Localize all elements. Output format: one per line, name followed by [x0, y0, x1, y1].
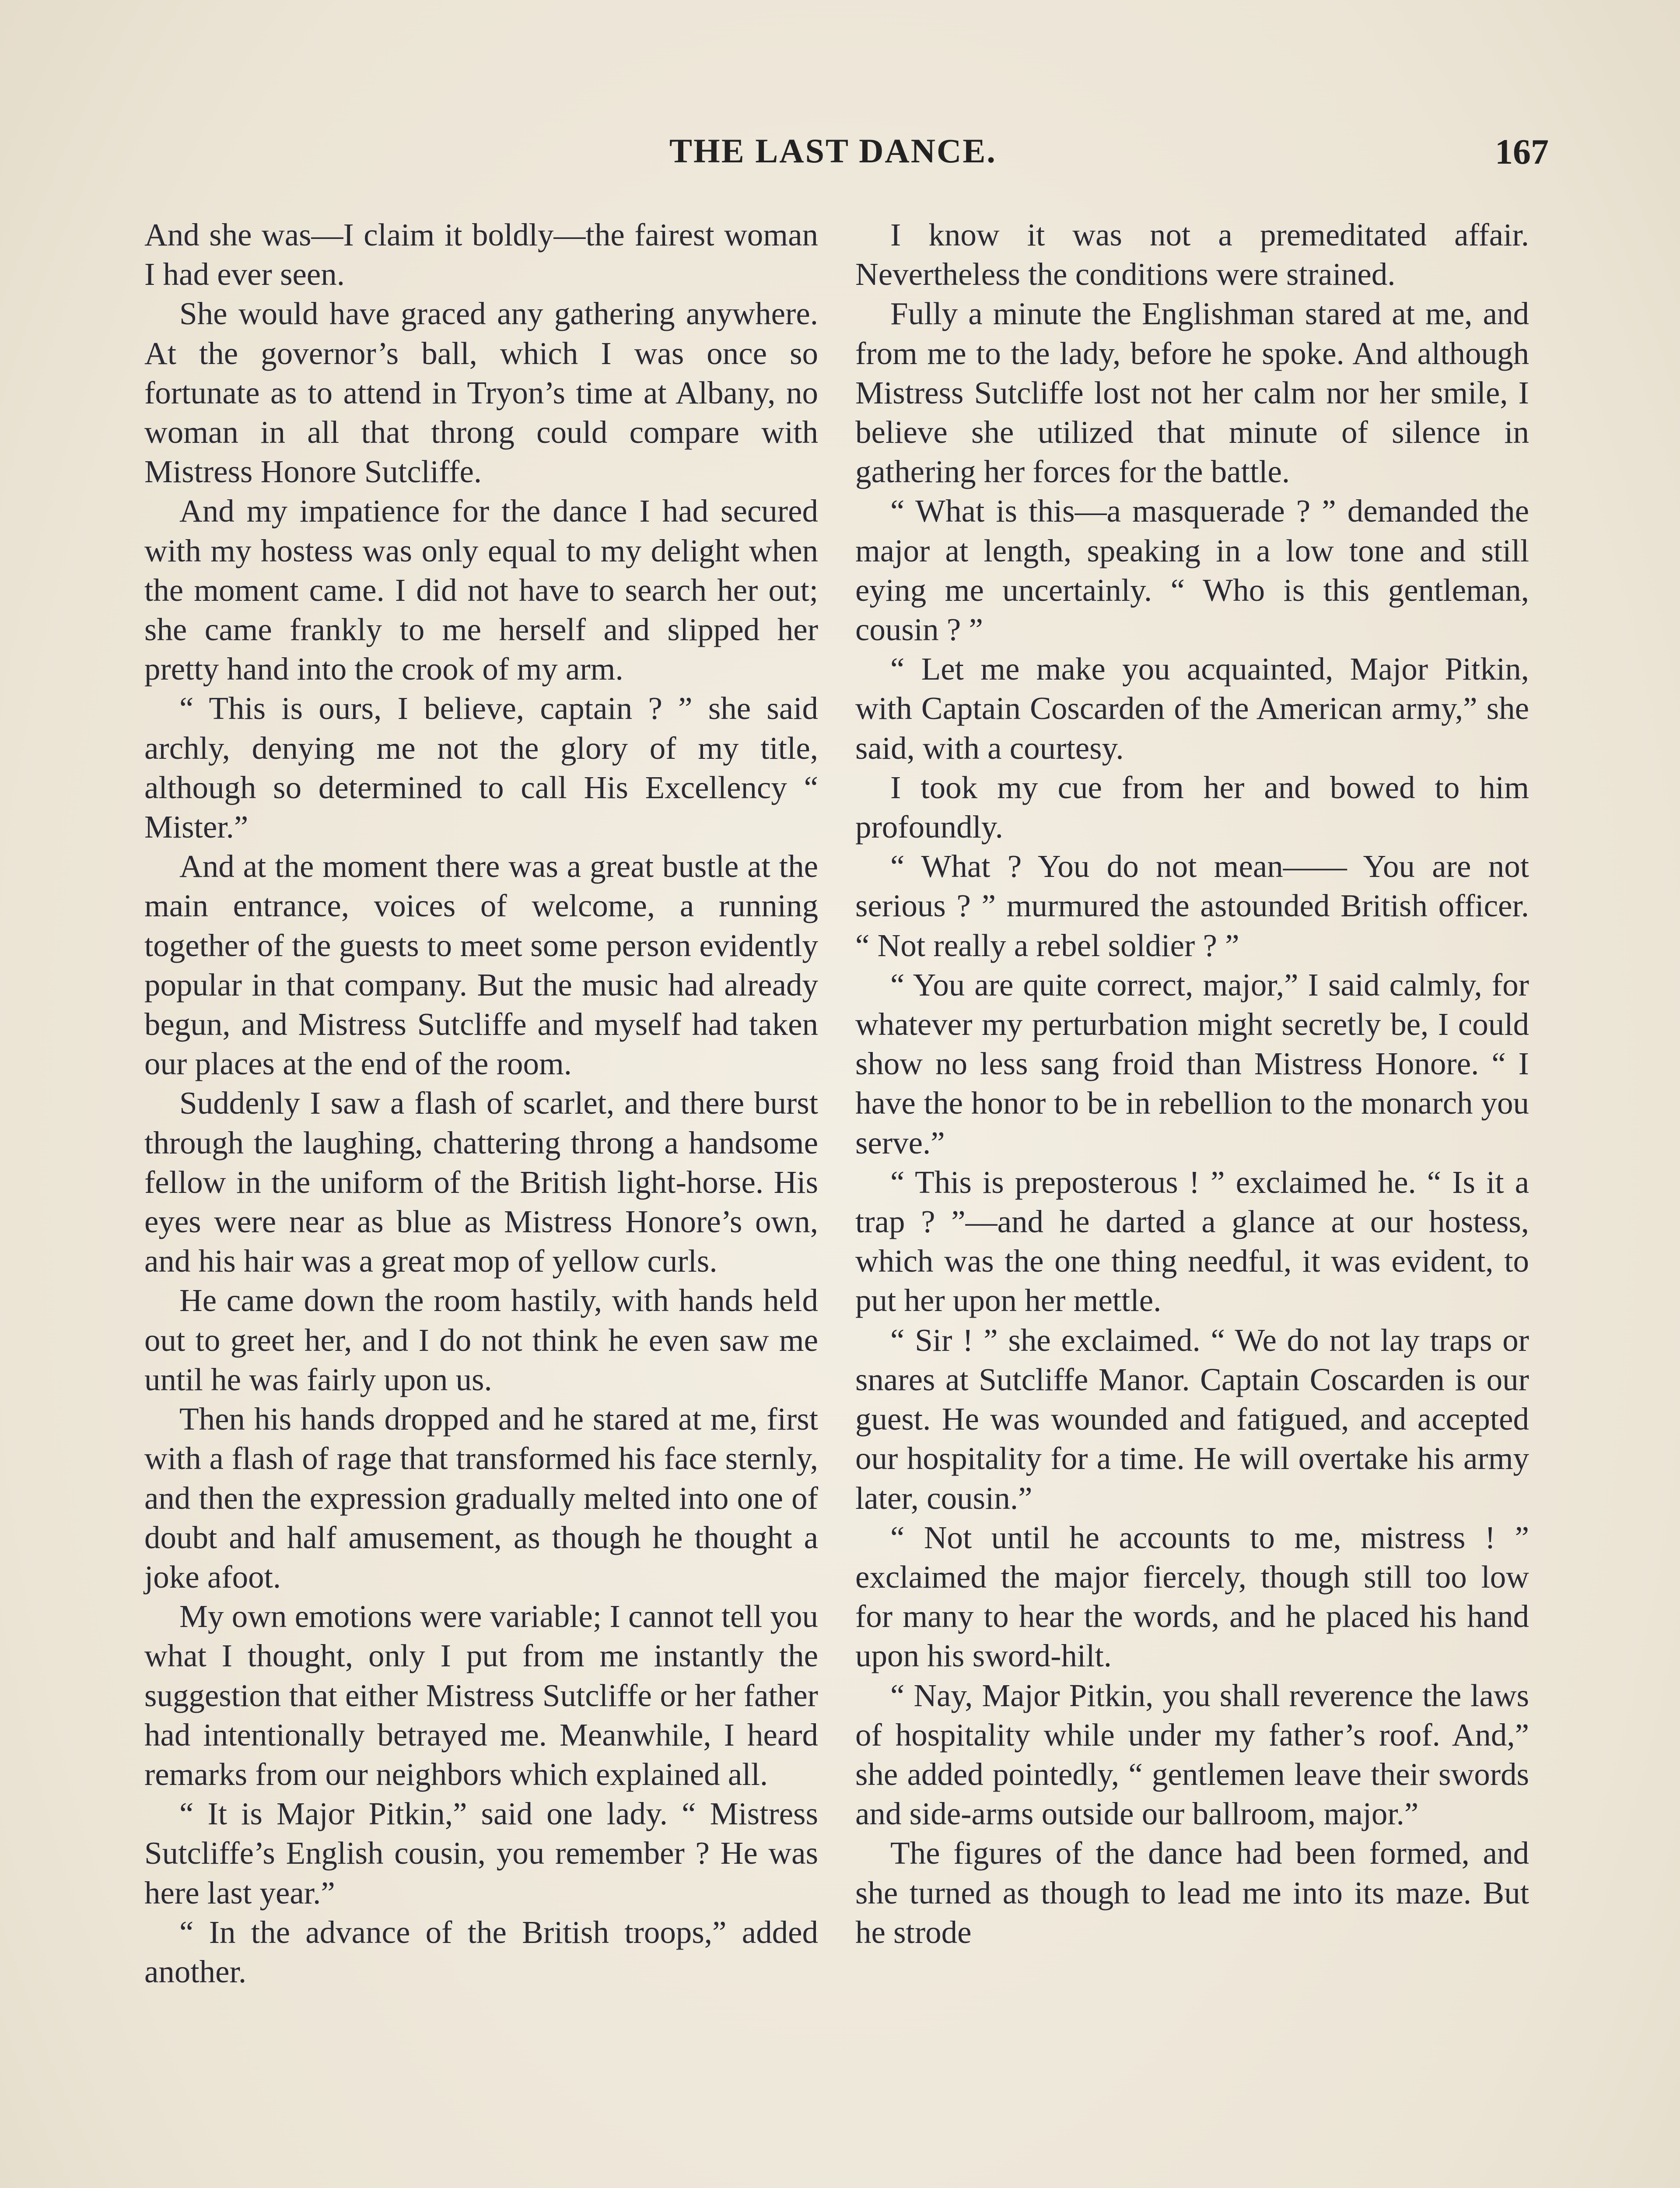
- paragraph: The figures of the dance had been formed, and she turned as though to lead me into its maze. But he strode: [855, 1835, 1529, 1950]
- paragraph: And my impatience for the dance I had secured with my hostess was only equal to my delight when the moment came. I did not have to search her out; she came frankly to me herself and slipped her pretty hand into the crook of my arm.: [144, 493, 818, 687]
- paragraph: And at the moment there was a great bustle at the main entrance, voices of welcome, a running together of the guests to meet some person evidently popular in that company. But the music had already begun, and Mistress Sutcliffe and myself had taken our places at the end of the room.: [144, 849, 818, 1082]
- paragraph: Suddenly I saw a flash of scarlet, and there burst through the laughing, chattering throng a handsome fellow in the uniform of the British light-horse. His eyes were near as blue as Mistress Honore’s own, and his hair was a great mop of yellow curls.: [144, 1085, 818, 1279]
- paragraph: And she was—I claim it boldly—the fairest woman I had ever seen.: [144, 217, 818, 292]
- paragraph: “ Not until he accounts to me, mistress ! ” exclaimed the major fiercely, though still too low for many to hear the words, and he placed his hand upon his sword-hilt.: [855, 1519, 1529, 1674]
- paragraph: “ In the advance of the British troops,” added another.: [144, 1914, 818, 1989]
- paragraph: My own emotions were variable; I cannot tell you what I thought, only I put from me instantly the suggestion that either Mistress Sutcliffe or her father had intentionally betrayed me. Meanwhile, I heard remarks from our neighbors which explained all.: [144, 1599, 818, 1792]
- paragraph: He came down the room hastily, with hands held out to greet her, and I do not think he even saw me until he was fairly upon us.: [144, 1283, 818, 1397]
- right-column: [855, 215, 1529, 1952]
- left-column: [144, 215, 818, 1992]
- paragraph: “ This is preposterous ! ” exclaimed he. “ Is it a trap ? ”—and he darted a glance at our hostess, which was the one thing needful, it was evident, to put her upon her mettle.: [855, 1164, 1529, 1318]
- paragraph: “ You are quite correct, major,” I said calmly, for whatever my perturbation might secretly be, I could show no less sang froid than Mistress Honore. “ I have the honor to be in rebellion to the monarch you serve.”: [855, 967, 1529, 1161]
- paragraph: “ This is ours, I believe, captain ? ” she said archly, denying me not the glory of my title, although so determined to call His Excellency “ Mister.”: [144, 691, 818, 845]
- paragraph: “ Nay, Major Pitkin, you shall reverence the laws of hospitality while under my father’s roof. And,” she added pointedly, “ gentlemen leave their swords and side-arms outside our ballroom, major.”: [855, 1677, 1529, 1832]
- paragraph: “ What ? You do not mean—— You are not serious ? ” murmured the astounded British officer. “ Not really a rebel soldier ? ”: [855, 849, 1529, 963]
- paragraph: “ Let me make you acquainted, Major Pitkin, with Captain Coscarden of the American army,” she said, with a courtesy.: [855, 651, 1529, 766]
- paragraph: She would have graced any gathering anywhere. At the governor’s ball, which I was once so fortunate as to attend in Tryon’s time at Albany, no woman in all that throng could compare with Mistress Honore Sutcliffe.: [144, 296, 818, 490]
- paragraph: “ It is Major Pitkin,” said one lady. “ Mistress Sutcliffe’s English cousin, you remember ? He was here last year.”: [144, 1796, 818, 1911]
- paragraph: I know it was not a premeditated affair. Nevertheless the conditions were strained.: [855, 217, 1529, 292]
- running-title: THE LAST DANCE.: [669, 132, 997, 170]
- paragraph: “ What is this—a masquerade ? ” demanded the major at length, speaking in a low tone and still eying me uncertainly. “ Who is this gentleman, cousin ? ”: [855, 493, 1529, 648]
- paragraph: I took my cue from her and bowed to him profoundly.: [855, 769, 1529, 845]
- paragraph: “ Sir ! ” she exclaimed. “ We do not lay traps or snares at Sutcliffe Manor. Captain Coscarden is our guest. He was wounded and fatigued, and accepted our hospitality for a time. He will overtake his army later, cousin.”: [855, 1322, 1529, 1516]
- paragraph: Fully a minute the Englishman stared at me, and from me to the lady, before he spoke. And although Mistress Sutcliffe lost not her calm nor her smile, I believe she utilized that minute of silence in gathering her forces for the battle.: [855, 296, 1529, 490]
- page-number: 167: [1495, 132, 1549, 172]
- paragraph: Then his hands dropped and he stared at me, first with a flash of rage that transformed his face sternly, and then the expression gradually melted into one of doubt and half amusement, as though he thought a joke afoot.: [144, 1401, 818, 1595]
